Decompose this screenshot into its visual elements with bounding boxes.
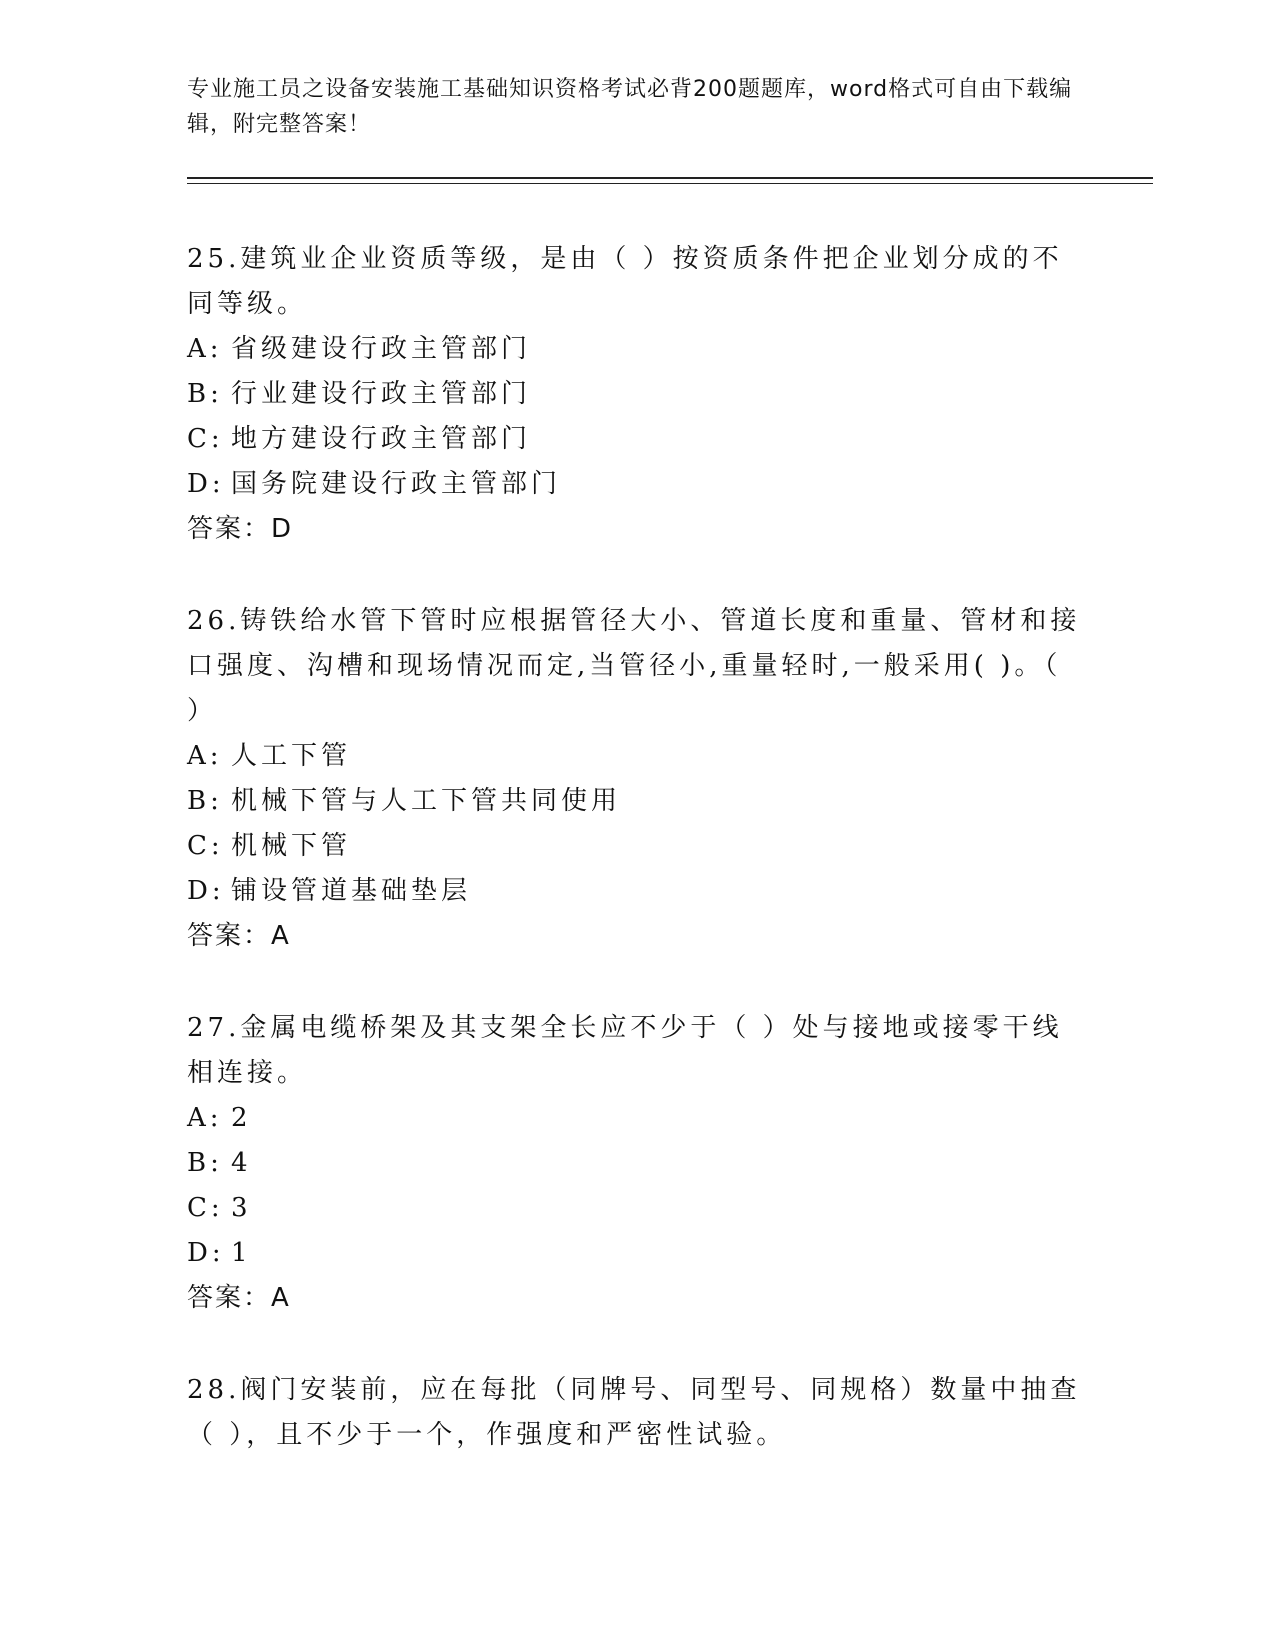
option-text: 3	[231, 1193, 252, 1223]
option-text: 铺设管道基础垫层	[231, 876, 472, 906]
question-text: 26.铸铁给水管下管时应根据管径大小、管道长度和重量、管材和接口强度、沟槽和现场情况而定,当管径小,重量轻时,一般采用( )。（ ）	[187, 606, 1081, 726]
option-b	[187, 779, 1087, 824]
option-letter: A:	[187, 741, 223, 771]
option-text: 机械下管与人工下管共同使用	[231, 786, 622, 816]
option-letter: D:	[187, 469, 225, 499]
question-text: 27.金属电缆桥架及其支架全长应不少于（ ）处与接地或接零干线相连接。	[187, 1013, 1063, 1088]
option-letter: B:	[187, 1148, 223, 1178]
option-letter: B:	[187, 379, 223, 409]
option-letter: A:	[187, 1103, 223, 1133]
option-text: 行业建设行政主管部门	[231, 379, 532, 409]
option-letter: C:	[187, 1193, 224, 1223]
answer-line: 答案：A	[187, 921, 291, 951]
option-c	[187, 417, 1087, 462]
option-c	[187, 824, 1087, 869]
option-letter: C:	[187, 831, 224, 861]
answer-line: 答案：D	[187, 514, 294, 544]
question-text: 28.阀门安装前，应在每批（同牌号、同型号、同规格）数量中抽查（ ），且不少于一个，作强度和严密性试验。	[187, 1375, 1081, 1450]
question-27	[187, 1006, 1087, 1321]
question-26	[187, 599, 1087, 959]
option-letter: D:	[187, 1238, 225, 1268]
option-a	[187, 1096, 1087, 1141]
document-header: 专业施工员之设备安装施工基础知识资格考试必背200题题库，word格式可自由下载编辑，附完整答案！	[187, 77, 1073, 137]
header-divider-thin	[187, 183, 1153, 184]
option-text: 省级建设行政主管部门	[231, 334, 532, 364]
option-letter: D:	[187, 876, 225, 906]
header-divider-thick	[187, 177, 1153, 179]
question-text: 25.建筑业企业资质等级，是由（ ）按资质条件把企业划分成的不同等级。	[187, 244, 1063, 319]
option-text: 国务院建设行政主管部门	[231, 469, 562, 499]
option-b	[187, 372, 1087, 417]
option-letter: B:	[187, 786, 223, 816]
option-a	[187, 734, 1087, 779]
option-text: 4	[231, 1148, 252, 1178]
option-text: 2	[231, 1103, 252, 1133]
option-a	[187, 327, 1087, 372]
option-c	[187, 1186, 1087, 1231]
option-d	[187, 462, 1087, 507]
option-letter: C:	[187, 424, 224, 454]
question-28	[187, 1368, 1087, 1458]
option-letter: A:	[187, 334, 223, 364]
option-text: 机械下管	[231, 831, 352, 861]
option-text: 人工下管	[231, 741, 352, 771]
question-25	[187, 237, 1087, 552]
option-d	[187, 869, 1087, 914]
option-text: 地方建设行政主管部门	[231, 424, 532, 454]
option-text: 1	[231, 1238, 252, 1268]
answer-line: 答案：A	[187, 1283, 291, 1313]
option-d	[187, 1231, 1087, 1276]
question-list	[187, 237, 1087, 1505]
option-b	[187, 1141, 1087, 1186]
